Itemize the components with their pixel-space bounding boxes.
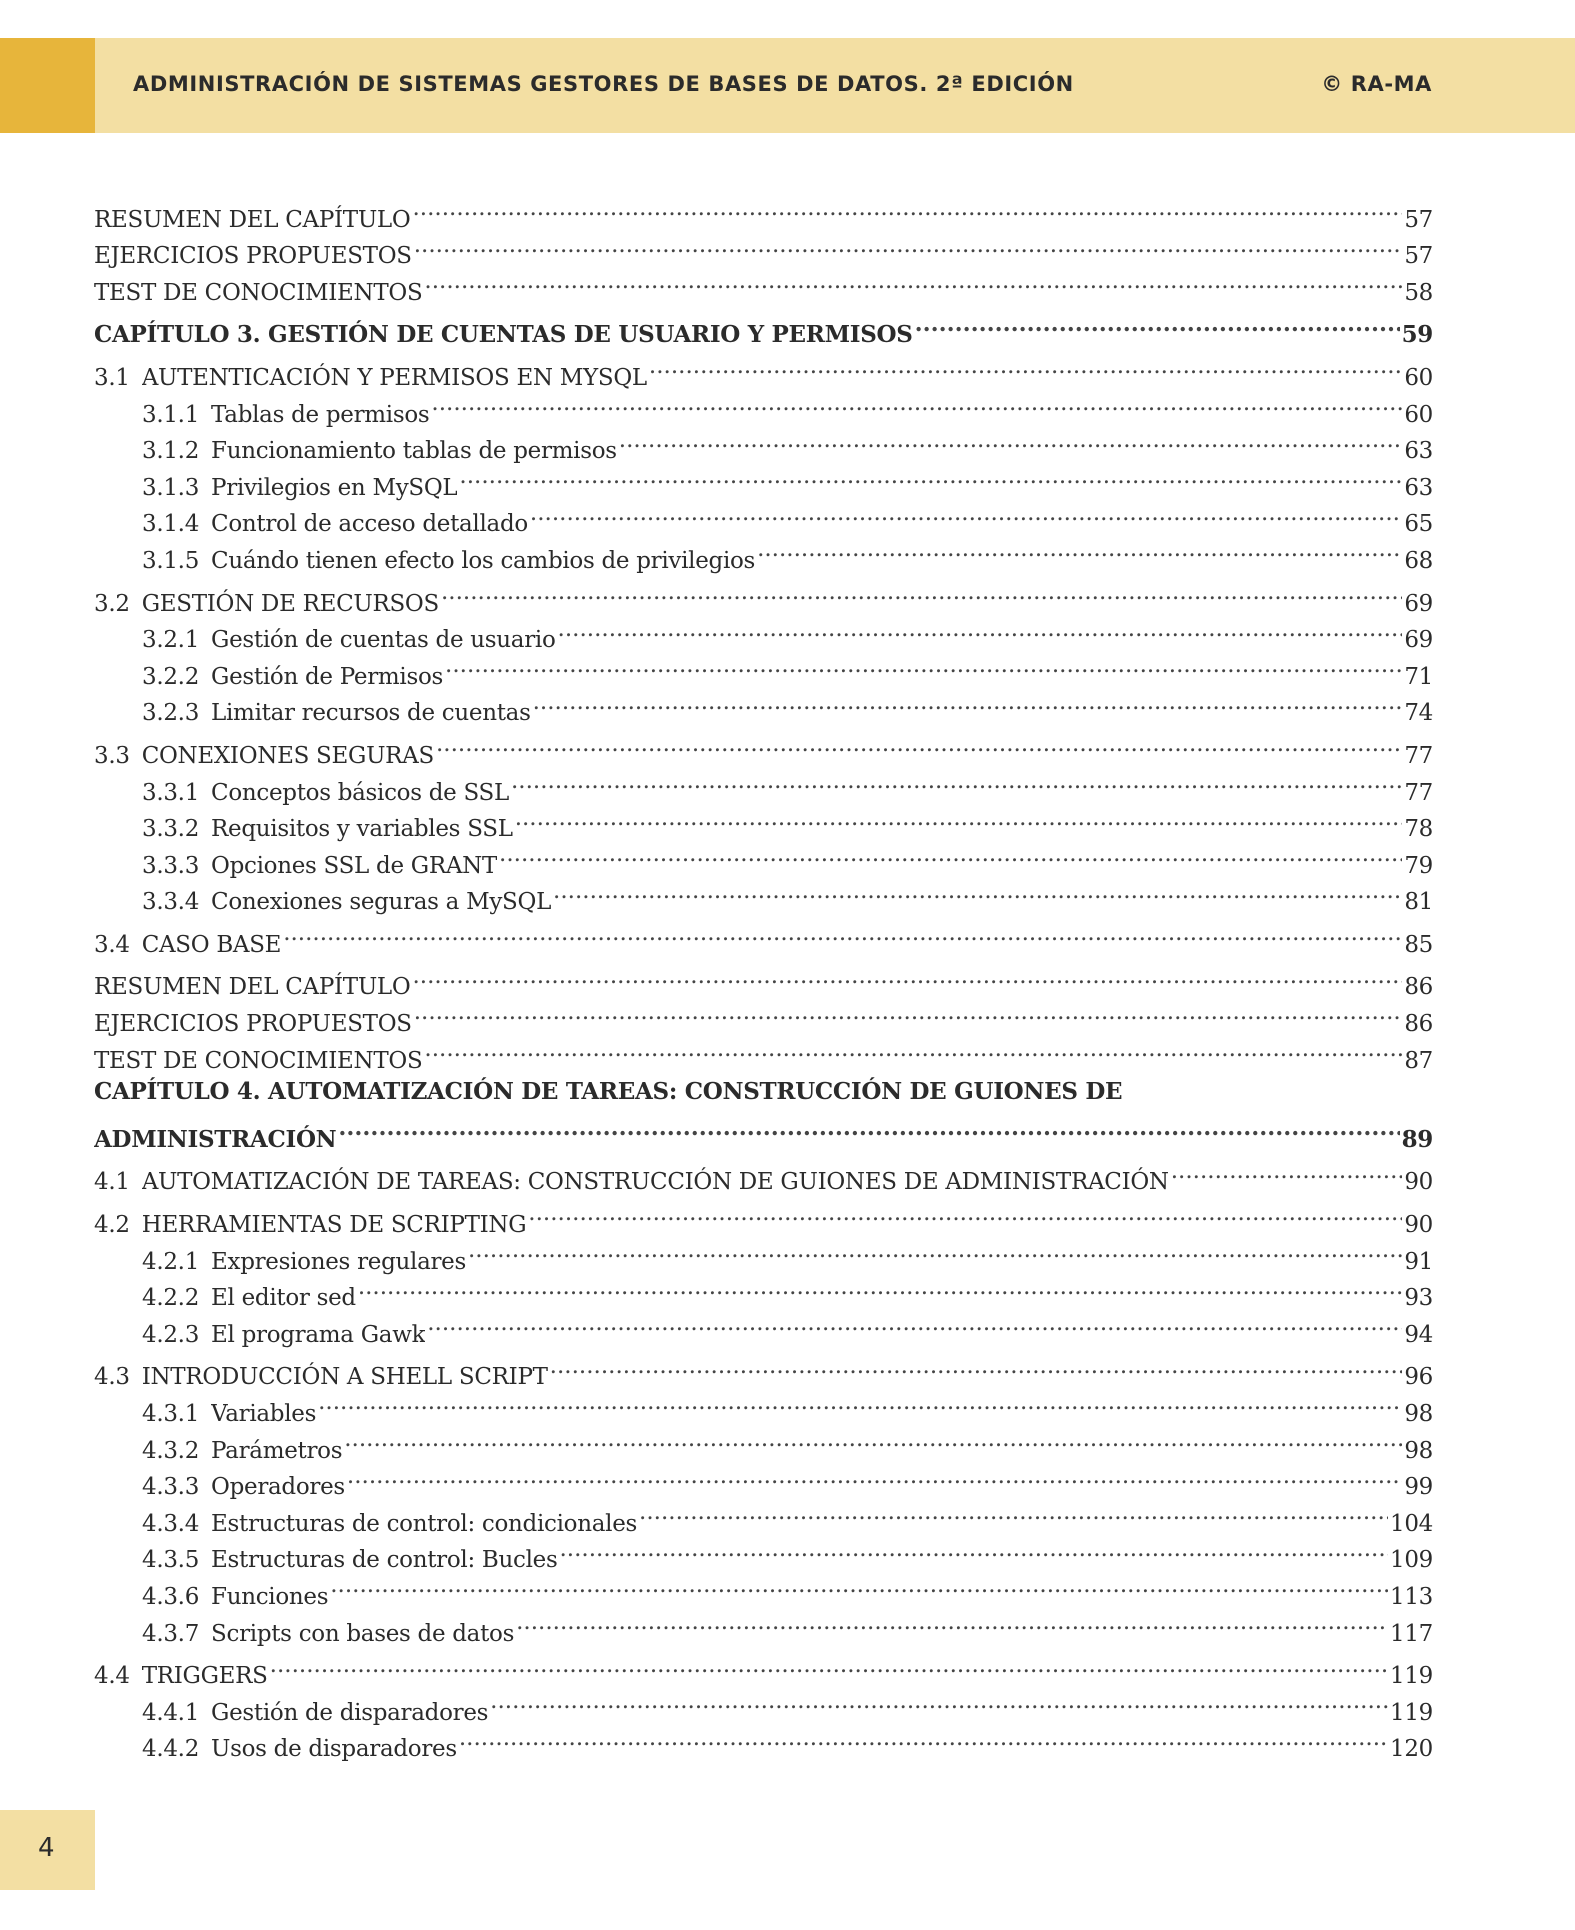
toc-entry-page: 86 <box>1404 974 1433 1001</box>
toc-dot-leader <box>757 531 1402 568</box>
toc-dot-leader <box>649 348 1402 385</box>
toc-entry-page: 60 <box>1404 364 1433 391</box>
toc-entry-number: 3.3.1 <box>142 779 200 806</box>
toc-entry-number: 3.3.4 <box>142 889 200 916</box>
toc-section-entry <box>94 915 1433 958</box>
toc-entry-number: 3.2.2 <box>142 663 200 690</box>
toc-entry-page: 69 <box>1404 590 1433 617</box>
toc-entry-title: CONEXIONES SEGURAS <box>141 742 434 769</box>
toc-dot-leader <box>533 684 1403 721</box>
toc-dot-leader <box>459 1720 1388 1757</box>
toc-entry-number: 4.2.3 <box>142 1321 200 1348</box>
toc-entry-page: 78 <box>1404 816 1433 843</box>
toc-dot-leader <box>270 1647 1388 1684</box>
toc-entry-title: Expresiones regulares <box>211 1248 466 1275</box>
toc-entry-page: 58 <box>1404 279 1433 306</box>
toc-entry-page: 81 <box>1404 889 1433 916</box>
toc-entry-title: Funciones <box>211 1583 329 1610</box>
toc-entry-number: 3.1.5 <box>142 547 200 574</box>
toc-dot-leader <box>516 1604 1388 1641</box>
toc-dot-leader <box>347 1458 1402 1495</box>
toc-dot-leader <box>338 1110 1399 1147</box>
toc-dot-leader <box>619 422 1403 459</box>
toc-entry-title: Scripts con bases de datos <box>211 1620 515 1647</box>
toc-entry-number: 4.3 <box>94 1364 130 1391</box>
toc-entry-title: Opciones SSL de GRANT <box>211 852 498 879</box>
toc-entry-number: 4.3.3 <box>142 1474 200 1501</box>
toc-entry-page: 59 <box>1401 321 1433 349</box>
toc-entry-page: 74 <box>1404 700 1433 727</box>
toc-dot-leader <box>560 1531 1389 1568</box>
toc-entry-title: Cuándo tienen efecto los cambios de privilegios <box>211 547 756 574</box>
toc-entry-number: 4.3.2 <box>142 1437 200 1464</box>
toc-entry-title: INTRODUCCIÓN A SHELL SCRIPT <box>141 1364 548 1391</box>
toc-entry-page: 65 <box>1404 511 1433 538</box>
toc-entry-title: Control de acceso detallado <box>211 511 528 538</box>
toc-entry-title: Gestión de cuentas de usuario <box>211 627 556 654</box>
toc-entry-page: 57 <box>1404 206 1433 233</box>
toc-dot-leader <box>515 800 1403 837</box>
toc-entry-page: 120 <box>1390 1736 1433 1763</box>
toc-entry-number: 3.3.3 <box>142 852 200 879</box>
running-header-title: ADMINISTRACIÓN DE SISTEMAS GESTORES DE BASES DE DATOS. 2ª EDICIÓN <box>133 72 1074 96</box>
toc-entry-page: 85 <box>1404 931 1433 958</box>
toc-entry-page: 79 <box>1404 852 1433 879</box>
toc-chapter-entry <box>94 1074 1433 1111</box>
toc-entry-page: 98 <box>1404 1401 1433 1427</box>
toc-entry-number: 3.1.1 <box>142 401 200 428</box>
toc-entry-page: 63 <box>1404 474 1433 501</box>
running-header-copyright: © RA-MA <box>1321 72 1432 96</box>
toc-entry-page: 117 <box>1390 1620 1433 1647</box>
toc-dot-leader <box>558 611 1403 648</box>
toc-entry-page: 60 <box>1404 401 1433 428</box>
toc-dot-leader <box>530 495 1402 532</box>
toc-entry-number: 4.1 <box>94 1169 130 1196</box>
toc-dot-leader <box>511 763 1402 800</box>
toc-section-entry <box>94 190 1433 233</box>
toc-entry-number: 3.1.2 <box>142 438 200 465</box>
toc-dot-leader <box>468 1232 1402 1269</box>
toc-entry-page: 119 <box>1390 1663 1433 1690</box>
toc-dot-leader <box>490 1683 1388 1720</box>
toc-dot-leader <box>915 306 1400 343</box>
toc-entry-title: Estructuras de control: Bucles <box>211 1547 558 1574</box>
toc-entry-number: 4.2.1 <box>142 1248 200 1275</box>
toc-entry-page: 77 <box>1404 742 1433 769</box>
toc-entry-number: 3.4 <box>94 931 130 958</box>
toc-entry-number: 4.3.1 <box>142 1401 200 1427</box>
toc-dot-leader <box>412 190 1402 227</box>
toc-entry-title: CAPÍTULO 4. AUTOMATIZACIÓN DE TAREAS: CONSTRUCCIÓN DE GUIONES DE <box>94 1077 1123 1105</box>
toc-dot-leader <box>459 458 1402 495</box>
toc-entry-page: 63 <box>1404 438 1433 465</box>
toc-dot-leader <box>358 1269 1403 1306</box>
toc-dot-leader <box>412 958 1402 995</box>
toc-entry-title: Usos de disparadores <box>211 1736 457 1763</box>
toc-entry-number: 4.4 <box>94 1663 130 1690</box>
toc-entry-title: Conexiones seguras a MySQL <box>211 889 552 916</box>
toc-entry-page: 57 <box>1404 243 1433 270</box>
page-number: 4 <box>38 1833 55 1863</box>
toc-dot-leader <box>528 1195 1402 1232</box>
toc-entry-number: 4.2 <box>94 1212 130 1239</box>
toc-entry-page: 68 <box>1404 547 1433 574</box>
toc-entry-title: CASO BASE <box>141 931 282 958</box>
toc-entry-page: 87 <box>1404 1047 1433 1074</box>
toc-entry-page: 90 <box>1404 1212 1433 1239</box>
toc-dot-leader <box>445 647 1402 684</box>
toc-entry-number: 3.3 <box>94 742 130 769</box>
toc-dot-leader <box>330 1567 1388 1604</box>
toc-entry-number: 3.1 <box>94 364 130 391</box>
toc-dot-leader <box>436 726 1402 763</box>
toc-entry-number: 3.3.2 <box>142 816 200 843</box>
toc-entry-page: 91 <box>1404 1248 1433 1275</box>
toc-dot-leader <box>414 994 1403 1031</box>
toc-entry-number: 4.3.4 <box>142 1510 200 1537</box>
toc-entry-title: EJERCICIOS PROPUESTOS <box>94 1011 412 1038</box>
toc-dot-leader <box>318 1384 1402 1421</box>
toc-entry-page: 104 <box>1390 1510 1433 1537</box>
toc-entry-page: 77 <box>1404 779 1433 806</box>
toc-dot-leader <box>431 385 1402 422</box>
toc-dot-leader <box>283 915 1402 952</box>
toc-entry-title: Funcionamiento tablas de permisos <box>211 438 617 465</box>
toc-dot-leader <box>550 1348 1403 1385</box>
toc-entry-number: 4.3.6 <box>142 1583 200 1610</box>
toc-dot-leader <box>1171 1153 1403 1190</box>
toc-dot-leader <box>499 836 1402 873</box>
toc-entry-title: Estructuras de control: condicionales <box>211 1510 638 1537</box>
toc-entry-page: 90 <box>1404 1169 1433 1196</box>
toc-entry-title: GESTIÓN DE RECURSOS <box>141 590 439 617</box>
toc-entry-page: 94 <box>1404 1321 1433 1348</box>
table-of-contents <box>94 190 1433 1763</box>
toc-entry-number: 3.2.1 <box>142 627 200 654</box>
toc-dot-leader <box>424 263 1402 300</box>
toc-section-entry <box>94 1647 1433 1690</box>
toc-dot-leader <box>639 1494 1388 1531</box>
toc-entry-title: TEST DE CONOCIMIENTOS <box>94 1047 423 1074</box>
toc-subsection-entry <box>94 1683 1433 1726</box>
toc-entry-title: El programa Gawk <box>211 1321 426 1348</box>
toc-dot-leader <box>414 227 1403 264</box>
toc-entry-number: 4.4.2 <box>142 1736 200 1763</box>
toc-entry-number: 3.2.3 <box>142 700 200 727</box>
toc-entry-number: 4.4.1 <box>142 1699 200 1726</box>
toc-entry-page: 86 <box>1404 1011 1433 1038</box>
toc-entry-page: 119 <box>1390 1699 1433 1726</box>
toc-entry-title: Limitar recursos de cuentas <box>211 700 531 727</box>
toc-entry-title: Requisitos y variables SSL <box>211 816 513 843</box>
toc-dot-leader <box>424 1031 1402 1068</box>
toc-entry-number: 3.1.4 <box>142 511 200 538</box>
toc-entry-page: 98 <box>1404 1437 1433 1464</box>
toc-entry-title: Parámetros <box>211 1437 343 1464</box>
toc-entry-title: Privilegios en MySQL <box>211 474 458 501</box>
toc-entry-title: ADMINISTRACIÓN <box>94 1125 337 1153</box>
toc-entry-page: 96 <box>1404 1364 1433 1391</box>
toc-chapter-entry <box>94 1110 1433 1153</box>
toc-dot-leader <box>427 1305 1402 1342</box>
toc-entry-title: RESUMEN DEL CAPÍTULO <box>94 974 411 1001</box>
toc-entry-title: El editor sed <box>211 1285 356 1312</box>
toc-entry-title: AUTOMATIZACIÓN DE TAREAS: CONSTRUCCIÓN DE GUIONES DE ADMINISTRACIÓN <box>141 1169 1169 1196</box>
toc-entry-page: 89 <box>1401 1125 1433 1153</box>
toc-entry-title: RESUMEN DEL CAPÍTULO <box>94 206 411 233</box>
toc-entry-number: 4.2.2 <box>142 1285 200 1312</box>
toc-entry-title: TRIGGERS <box>141 1663 268 1690</box>
header-accent-tab <box>0 38 95 133</box>
toc-entry-page: 113 <box>1390 1583 1433 1610</box>
toc-dot-leader <box>553 873 1402 910</box>
toc-entry-title: AUTENTICACIÓN Y PERMISOS EN MYSQL <box>141 364 647 391</box>
toc-entry-page: 109 <box>1390 1547 1433 1574</box>
toc-entry-number: 4.3.7 <box>142 1620 200 1647</box>
toc-entry-number: 3.2 <box>94 590 130 617</box>
toc-dot-leader <box>441 574 1402 611</box>
toc-entry-number: 4.3.5 <box>142 1547 200 1574</box>
toc-entry-title: TEST DE CONOCIMIENTOS <box>94 279 423 306</box>
toc-section-entry <box>94 958 1433 1001</box>
toc-entry-title: Tablas de permisos <box>211 401 430 428</box>
toc-dot-leader <box>344 1421 1402 1458</box>
toc-entry-title: EJERCICIOS PROPUESTOS <box>94 243 412 270</box>
toc-entry-page: 99 <box>1404 1474 1433 1501</box>
toc-entry-title: Conceptos básicos de SSL <box>211 779 509 806</box>
toc-entry-title: Variables <box>211 1401 317 1427</box>
toc-entry-title: Gestión de Permisos <box>211 663 444 690</box>
toc-entry-title: HERRAMIENTAS DE SCRIPTING <box>141 1212 527 1239</box>
toc-entry-title: Operadores <box>211 1474 345 1501</box>
toc-entry-page: 69 <box>1404 627 1433 654</box>
toc-entry-title: Gestión de disparadores <box>211 1699 489 1726</box>
toc-entry-number: 3.1.3 <box>142 474 200 501</box>
toc-entry-page: 71 <box>1404 663 1433 690</box>
toc-entry-page: 93 <box>1404 1285 1433 1312</box>
toc-entry-title: CAPÍTULO 3. GESTIÓN DE CUENTAS DE USUARIO Y PERMISOS <box>94 321 913 349</box>
